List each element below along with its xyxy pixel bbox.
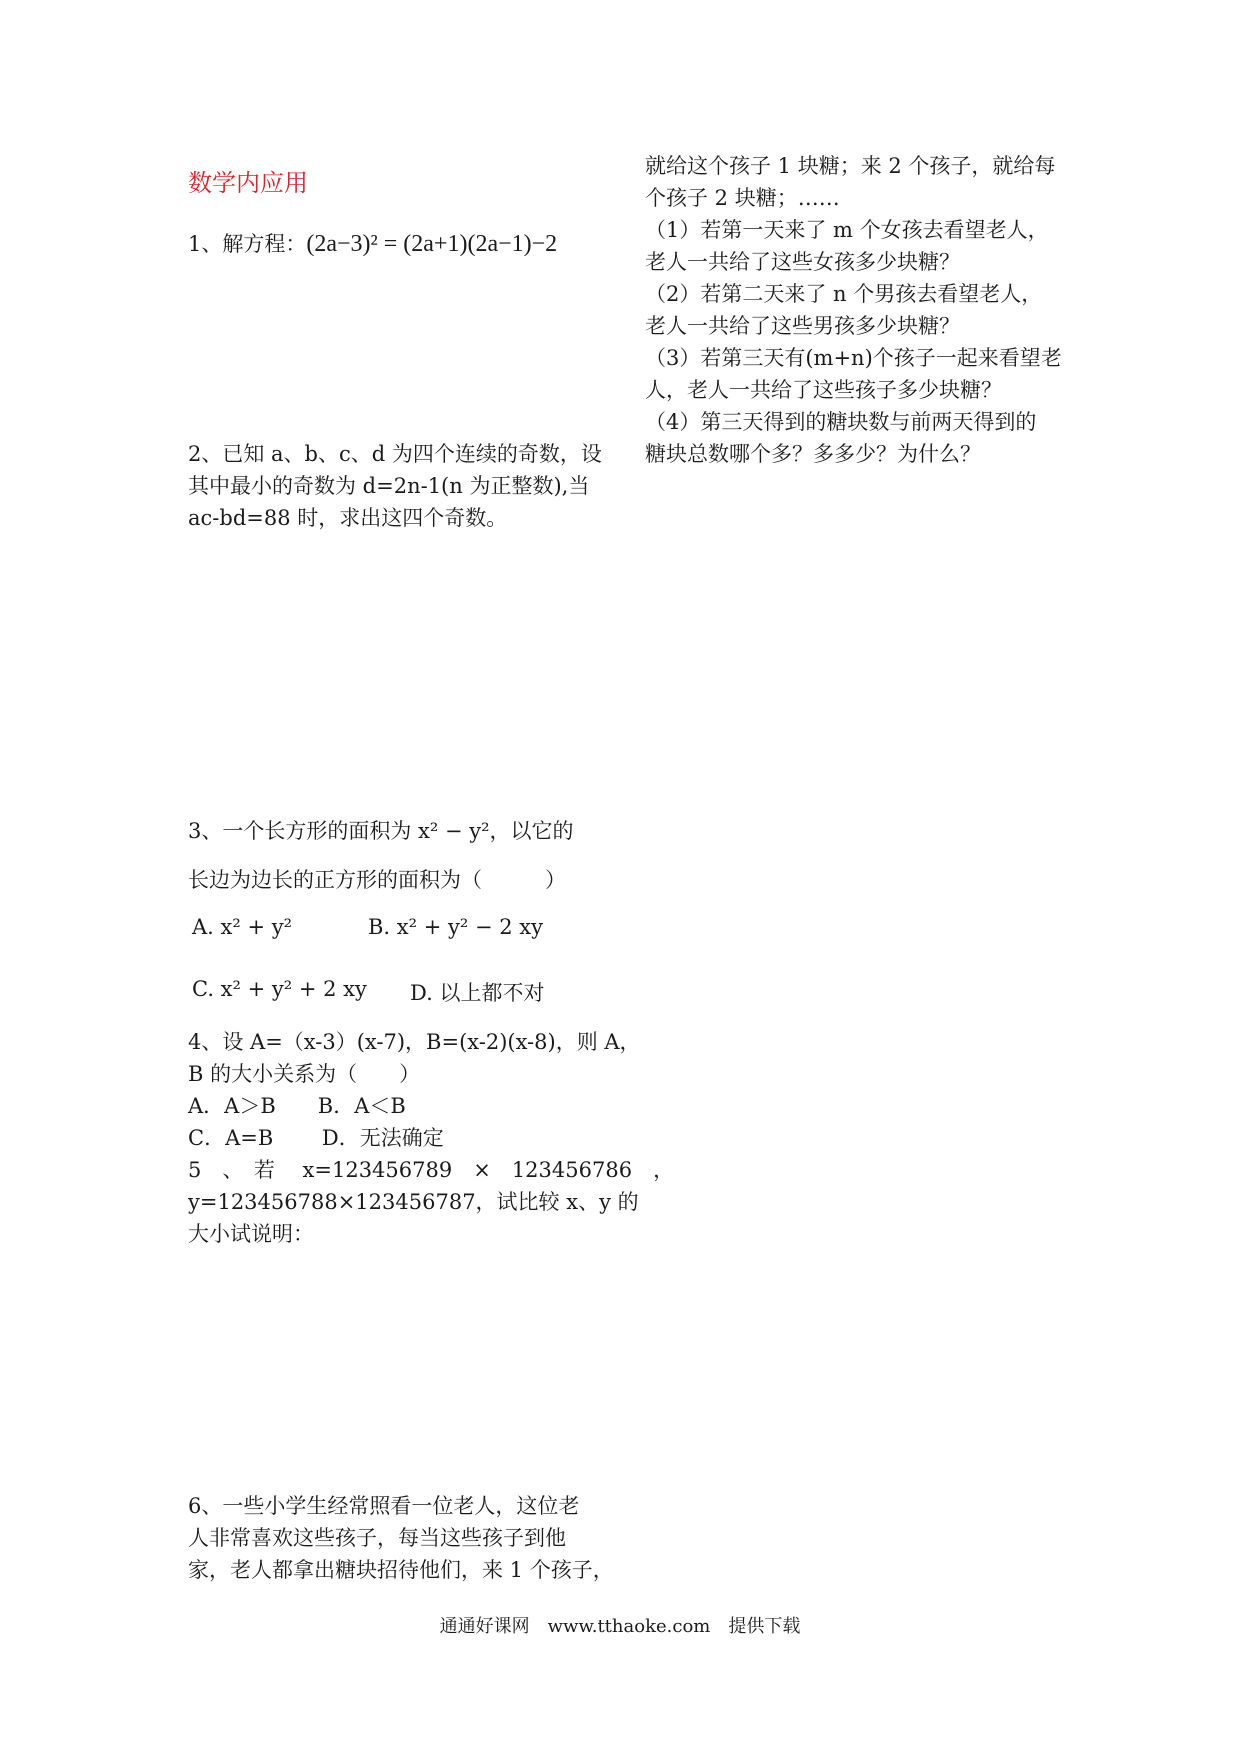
q5-line: 5 、 若 x=123456789 × 123456786 ， bbox=[188, 1158, 675, 1182]
right-line: 老人一共给了这些女孩多少块糖？ bbox=[645, 250, 960, 274]
q4-line: C．A=B D．无法确定 bbox=[188, 1126, 444, 1150]
q3-option-a: A. x² + y² bbox=[192, 915, 293, 939]
right-line: 人，老人一共给了这些孩子多少块糖？ bbox=[645, 378, 1002, 402]
question-2 bbox=[188, 438, 602, 534]
q2-line: 其中最小的奇数为 d=2n-1(n 为正整数),当 bbox=[188, 474, 590, 498]
right-line: （3）若第三天有(m+n)个孩子一起来看望老 bbox=[645, 346, 1062, 370]
question-4 bbox=[188, 1026, 641, 1154]
right-line: （2）若第二天来了 n 个男孩去看望老人， bbox=[645, 282, 1043, 306]
right-line: 老人一共给了这些男孩多少块糖？ bbox=[645, 314, 960, 338]
q4-line: A．A＞B B．A＜B bbox=[188, 1094, 406, 1118]
q1-label: 1、解方程： bbox=[188, 232, 307, 256]
q1-equation: (2a−3)² = (2a+1)(2a−1)−2 bbox=[306, 231, 558, 257]
q3-line-2: 长边为边长的正方形的面积为（ ） bbox=[188, 868, 566, 892]
question-5 bbox=[188, 1154, 674, 1250]
question-6 bbox=[188, 1490, 614, 1586]
footer-credit: 通通好课网 www.tthaoke.com 提供下载 bbox=[439, 1616, 801, 1637]
q6-line: 家，老人都拿出糖块招待他们，来 1 个孩子， bbox=[188, 1558, 614, 1582]
page-title: 数学内应用 bbox=[188, 169, 308, 197]
right-line: 糖块总数哪个多？多多少？为什么？ bbox=[645, 442, 981, 466]
right-line: （4）第三天得到的糖块数与前两天得到的 bbox=[645, 410, 1037, 434]
q6-line: 人非常喜欢这些孩子，每当这些孩子到他 bbox=[188, 1526, 566, 1550]
q2-line: 2、已知 a、b、c、d 为四个连续的奇数，设 bbox=[188, 442, 602, 466]
q2-line: ac-bd=88 时，求出这四个奇数。 bbox=[188, 506, 508, 530]
q4-line: B 的大小关系为（ ） bbox=[188, 1062, 421, 1086]
question-1 bbox=[188, 228, 557, 258]
right-line: 个孩子 2 块糖；…… bbox=[645, 186, 840, 210]
q3-option-b: B. x² + y² − 2 xy bbox=[368, 915, 543, 939]
q3-option-c: C. x² + y² + 2 xy bbox=[192, 977, 367, 1001]
q5-line: y=123456788×123456787，试比较 x、y 的 bbox=[188, 1190, 639, 1214]
q6-line: 6、一些小学生经常照看一位老人，这位老 bbox=[188, 1494, 580, 1518]
question-6-continued bbox=[645, 150, 1062, 470]
q5-line: 大小试说明： bbox=[188, 1222, 314, 1246]
q3-option-d: D. 以上都不对 bbox=[410, 981, 545, 1005]
q4-line: 4、设 A=（x-3）(x-7)，B=(x-2)(x-8)，则 A， bbox=[188, 1030, 641, 1054]
right-line: 就给这个孩子 1 块糖；来 2 个孩子，就给每 bbox=[645, 154, 1056, 178]
right-line: （1）若第一天来了 m 个女孩去看望老人， bbox=[645, 218, 1049, 242]
q3-line-1: 3、一个长方形的面积为 x² − y²，以它的 bbox=[188, 819, 574, 843]
